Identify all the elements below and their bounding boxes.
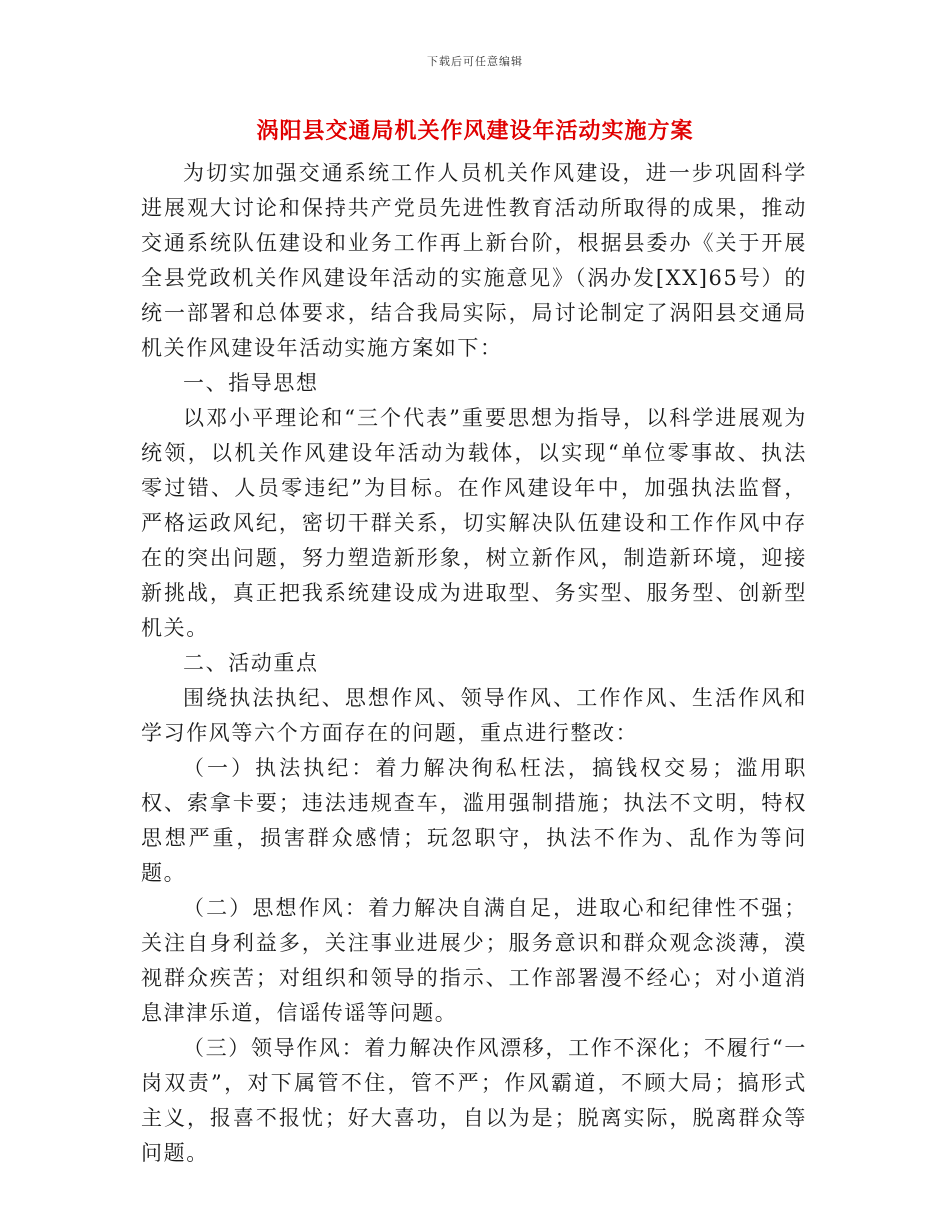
- focus-item-leadership-style: （三）领导作风：着力解决作风漂移，工作不深化；不履行“一岗双责”，对下属管不住，管不严；作风霸道，不顾大局；搞形式主义，报喜不报忧；好大喜功，自以为是；脱离实际，脱离群众等问题。: [141, 1036, 807, 1165]
- guiding-thought-paragraph: 以邓小平理论和“三个代表”重要思想为指导，以科学进展观为统领，以机关作风建设年活动为载体，以实现“单位零事故、执法零过错、人员零违纪”为目标。在作风建设年中，加强执法监督，严格运政风纪，密切干群关系，切实解决队伍建设和工作作风中存在的突出问题，努力塑造新形象，树立新作风，制造新环境，迎接新挑战，真正把我系统建设成为进取型、务实型、服务型、创新型机关。: [141, 406, 807, 640]
- section-heading-guiding-thought: 一、指导思想: [183, 371, 319, 395]
- activity-focus-paragraph: 围绕执法执纪、思想作风、领导作风、工作作风、生活作风和学习作风等六个方面存在的问题，重点进行整改：: [141, 686, 807, 745]
- intro-paragraph: 为切实加强交通系统工作人员机关作风建设，进一步巩固科学进展观大讨论和保持共产党员先进性教育活动所取得的成果，推动交通系统队伍建设和业务工作再上新台阶，根据县委办《关于开展全县党政机关作风建设年活动的实施意见》（涡办发[XX]65号）的统一部署和总体要求，结合我局实际，局讨论制定了涡阳县交通局机关作风建设年活动实施方案如下：: [141, 161, 807, 360]
- focus-item-law-enforcement: （一）执法执纪：着力解决徇私枉法，搞钱权交易；滥用职权、索拿卡要；违法违规查车，滥用强制措施；执法不文明，特权思想严重，损害群众感情；玩忽职守，执法不作为、乱作为等问题。: [141, 756, 807, 885]
- header-note: 下载后可任意编辑: [427, 55, 523, 68]
- document-title: 涡阳县交通局机关作风建设年活动实施方案: [256, 118, 694, 144]
- section-heading-activity-focus: 二、活动重点: [183, 651, 319, 675]
- focus-item-ideological-style: （二）思想作风：着力解决自满自足，进取心和纪律性不强；关注自身利益多，关注事业进展少；服务意识和群众观念淡薄，漠视群众疾苦；对组织和领导的指示、工作部署漫不经心；对小道消息津津乐道，信谣传谣等问题。: [141, 896, 807, 1025]
- document-body: [141, 156, 807, 1171]
